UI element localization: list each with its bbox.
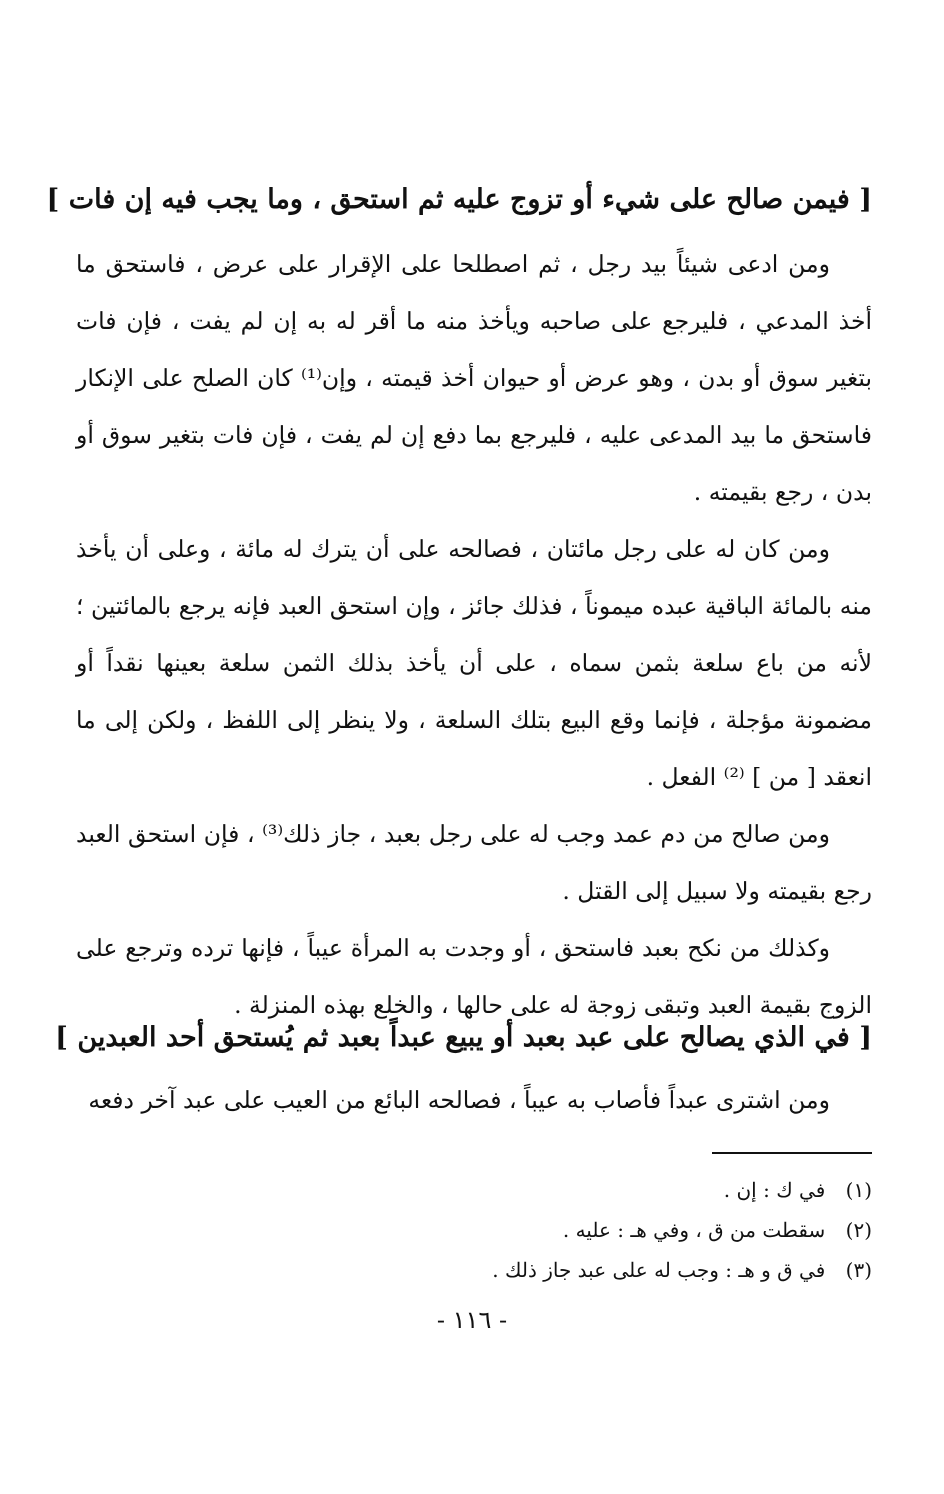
paragraph: ومن ادعى شيئاً بيد رجل ، ثم اصطلحا على الإقرار على عرض ، فاستحق ما أخذ المدعي ، فليرجع على صاحبه ويأخذ منه ما أقر له به إن لم يفت ، فإن فات بتغير سوق أو بدن ، وهو عرض أو حيوان أخذ قيمته ، وإن⁽¹⁾ كان الصلح على الإنكار فاستحق ما بيد المدعى عليه ، فليرجع بما دفع إن لم يفت ، فإن فات بتغير سوق أو بدن ، رجع بقيمته . (76, 250, 872, 506)
footnote-number: (٣) (845, 1258, 872, 1282)
footnote-text: سقطت من ق ، وفي هـ : عليه . (562, 1218, 826, 1242)
footnote (440, 1250, 872, 1290)
paragraph: ومن اشترى عبداً فأصاب به عيباً ، فصالحه البائع من العيب على عبد آخر دفعه (88, 1086, 830, 1114)
body-text-1 (76, 236, 872, 1034)
footnote-number: (٢) (845, 1218, 872, 1242)
footnote-text: في ق و هـ : وجب له على عبد جاز ذلك . (492, 1258, 826, 1282)
paragraph: وكذلك من نكح بعبد فاستحق ، أو وجدت به المرأة عيباً ، فإنها ترده وترجع على الزوج بقيمة العبد وتبقى زوجة له على حالها ، والخلع بهذه المنزلة . (76, 934, 872, 1019)
section-heading: [ فيمن صالح على شيء أو تزوج عليه ثم استحق ، وما يجب فيه إن فات ] (46, 184, 872, 215)
page-number: - ١١٦ - (436, 1306, 508, 1334)
paragraph: ومن صالح من دم عمد وجب له على رجل بعبد ، جاز ذلك⁽³⁾ ، فإن استحق العبد رجع بقيمته ولا سبيل إلى القتل . (76, 820, 872, 905)
paragraph: ومن كان له على رجل مائتان ، فصالحه على أن يترك له مائة ، وعلى أن يأخذ منه بالمائة الباقية عبده ميموناً ، فذلك جائز ، وإن استحق العبد فإنه يرجع بالمائتين ؛ لأنه من باع سلعة بثمن سماه ، على أن يأخذ بذلك الثمن سلعة بعينها نقداً أو مضمونة مؤجلة ، فإنما وقع البيع بتلك السلعة ، ولا ينظر إلى اللفظ ، ولكن إلى ما انعقد [ من ] ⁽²⁾ الفعل . (76, 535, 872, 791)
footnote (440, 1210, 872, 1250)
footnote-number: (١) (845, 1178, 872, 1202)
footnote (440, 1170, 872, 1210)
body-text-2 (76, 1072, 872, 1129)
footnotes (440, 1170, 872, 1290)
footnote-text: في ك : إن . (723, 1178, 826, 1202)
footnote-separator (712, 1152, 872, 1154)
section-heading: [ في الذي يصالح على عبد بعبد أو يبيع عبداً بعبد ثم يُستحق أحد العبدين ] (55, 1022, 872, 1053)
